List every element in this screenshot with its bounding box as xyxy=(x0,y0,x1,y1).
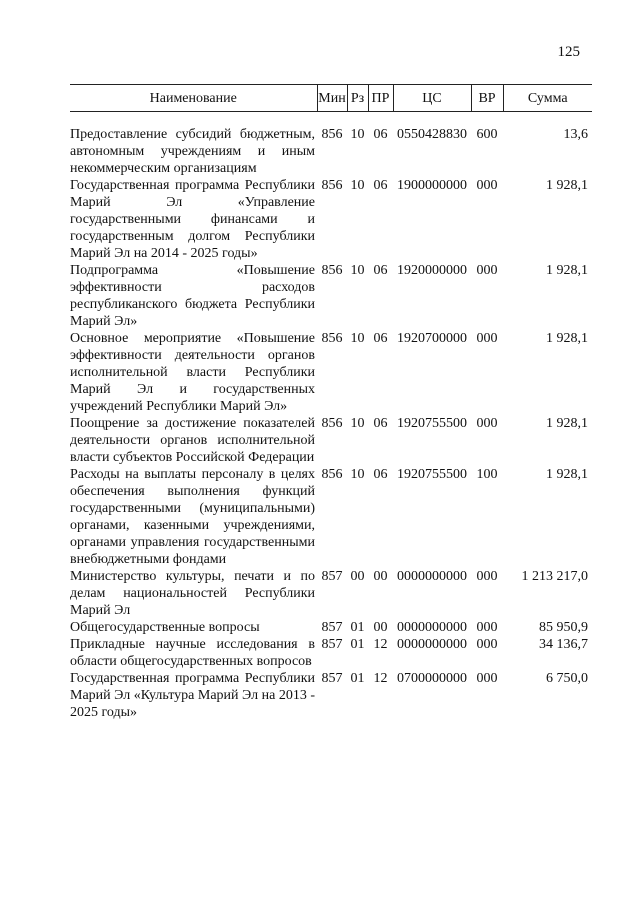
table-header-row xyxy=(70,85,592,112)
row-min: 857 xyxy=(321,671,343,686)
row-pr: 12 xyxy=(373,671,388,686)
row-vr: 000 xyxy=(476,620,498,635)
row-pr: 06 xyxy=(373,467,388,482)
header-spacer xyxy=(70,112,592,127)
row-name: Государственная программа Республики Марий Эл «Культура Марий Эл на 2013 - 2025 годы» xyxy=(70,671,315,720)
row-rz: 00 xyxy=(350,569,365,584)
table-row xyxy=(70,636,592,670)
row-name: Поощрение за достижение показателей деятельности органов исполнительной власти субъектов Российской Федерации xyxy=(70,416,315,465)
header-min: Мин xyxy=(317,85,347,112)
row-rz: 10 xyxy=(350,127,365,142)
row-pr: 06 xyxy=(373,263,388,278)
row-pr: 06 xyxy=(373,178,388,193)
table-row xyxy=(70,262,592,330)
row-pr: 12 xyxy=(373,637,388,652)
row-sum: 6 750,0 xyxy=(546,671,588,686)
row-sum: 1 928,1 xyxy=(546,416,588,431)
row-name: Расходы на выплаты персоналу в целях обеспечения выполнения функций государственными (муниципальными) органами, казенными учреждениями, органами управления государственными внебюджетными фондами xyxy=(70,467,315,567)
row-cs: 0550428830 xyxy=(397,127,467,142)
row-name: Общегосударственные вопросы xyxy=(70,620,260,635)
row-rz: 10 xyxy=(350,178,365,193)
table-row xyxy=(70,670,592,721)
row-pr: 00 xyxy=(373,569,388,584)
row-cs: 0000000000 xyxy=(397,637,467,652)
table-row xyxy=(70,568,592,619)
row-sum: 1 928,1 xyxy=(546,263,588,278)
row-cs: 1900000000 xyxy=(397,178,467,193)
row-sum: 1 213 217,0 xyxy=(521,569,588,584)
row-min: 856 xyxy=(321,331,343,346)
row-rz: 10 xyxy=(350,416,365,431)
row-vr: 000 xyxy=(476,331,498,346)
row-min: 856 xyxy=(321,467,343,482)
table-row xyxy=(70,466,592,568)
header-cs: ЦС xyxy=(393,85,471,112)
row-sum: 1 928,1 xyxy=(546,331,588,346)
row-cs: 1920755500 xyxy=(397,467,467,482)
row-pr: 06 xyxy=(373,331,388,346)
row-vr: 600 xyxy=(476,127,498,142)
row-rz: 01 xyxy=(350,620,365,635)
header-rz: Рз xyxy=(347,85,368,112)
table-row xyxy=(70,330,592,415)
row-min: 857 xyxy=(321,637,343,652)
table-row xyxy=(70,177,592,262)
row-min: 856 xyxy=(321,263,343,278)
row-rz: 01 xyxy=(350,637,365,652)
row-vr: 000 xyxy=(476,178,498,193)
row-min: 856 xyxy=(321,416,343,431)
header-pr: ПР xyxy=(368,85,393,112)
row-name: Основное мероприятие «Повышение эффективности деятельности органов исполнительной власти Республики Марий Эл и государственных учреждений Республики Марий Эл» xyxy=(70,331,315,414)
row-sum: 13,6 xyxy=(563,127,588,142)
row-rz: 10 xyxy=(350,467,365,482)
table-row xyxy=(70,415,592,466)
row-sum: 34 136,7 xyxy=(539,637,588,652)
row-pr: 06 xyxy=(373,127,388,142)
row-pr: 00 xyxy=(373,620,388,635)
row-cs: 0000000000 xyxy=(397,620,467,635)
row-sum: 85 950,9 xyxy=(539,620,588,635)
row-rz: 01 xyxy=(350,671,365,686)
row-vr: 000 xyxy=(476,263,498,278)
row-vr: 000 xyxy=(476,569,498,584)
row-sum: 1 928,1 xyxy=(546,178,588,193)
row-name: Подпрограмма «Повышение эффективности расходов республиканского бюджета Республики Марий Эл» xyxy=(70,263,315,329)
row-cs: 0000000000 xyxy=(397,569,467,584)
row-name: Прикладные научные исследования в области общегосударственных вопросов xyxy=(70,637,315,669)
header-sum: Сумма xyxy=(503,85,592,112)
table-row xyxy=(70,126,592,177)
row-vr: 000 xyxy=(476,416,498,431)
row-rz: 10 xyxy=(350,263,365,278)
page-number: 125 xyxy=(557,44,580,60)
row-name: Предоставление субсидий бюджетным, автономным учреждениям и иным некоммерческим организациям xyxy=(70,127,315,176)
row-cs: 1920700000 xyxy=(397,331,467,346)
header-vr: ВР xyxy=(471,85,503,112)
table-row xyxy=(70,619,592,636)
header-name: Наименование xyxy=(70,85,317,112)
row-name: Министерство культуры, печати и по делам национальностей Республики Марий Эл xyxy=(70,569,315,618)
row-cs: 1920000000 xyxy=(397,263,467,278)
row-vr: 000 xyxy=(476,637,498,652)
row-min: 857 xyxy=(321,620,343,635)
row-sum: 1 928,1 xyxy=(546,467,588,482)
row-vr: 000 xyxy=(476,671,498,686)
row-cs: 1920755500 xyxy=(397,416,467,431)
row-cs: 0700000000 xyxy=(397,671,467,686)
row-rz: 10 xyxy=(350,331,365,346)
row-pr: 06 xyxy=(373,416,388,431)
row-min: 857 xyxy=(321,569,343,584)
budget-table xyxy=(70,84,592,721)
row-name: Государственная программа Республики Марий Эл «Управление государственными финансами и государственным долгом Республики Марий Эл на 2014 - 2025 годы» xyxy=(70,178,315,261)
row-vr: 100 xyxy=(476,467,498,482)
row-min: 856 xyxy=(321,178,343,193)
row-min: 856 xyxy=(321,127,343,142)
